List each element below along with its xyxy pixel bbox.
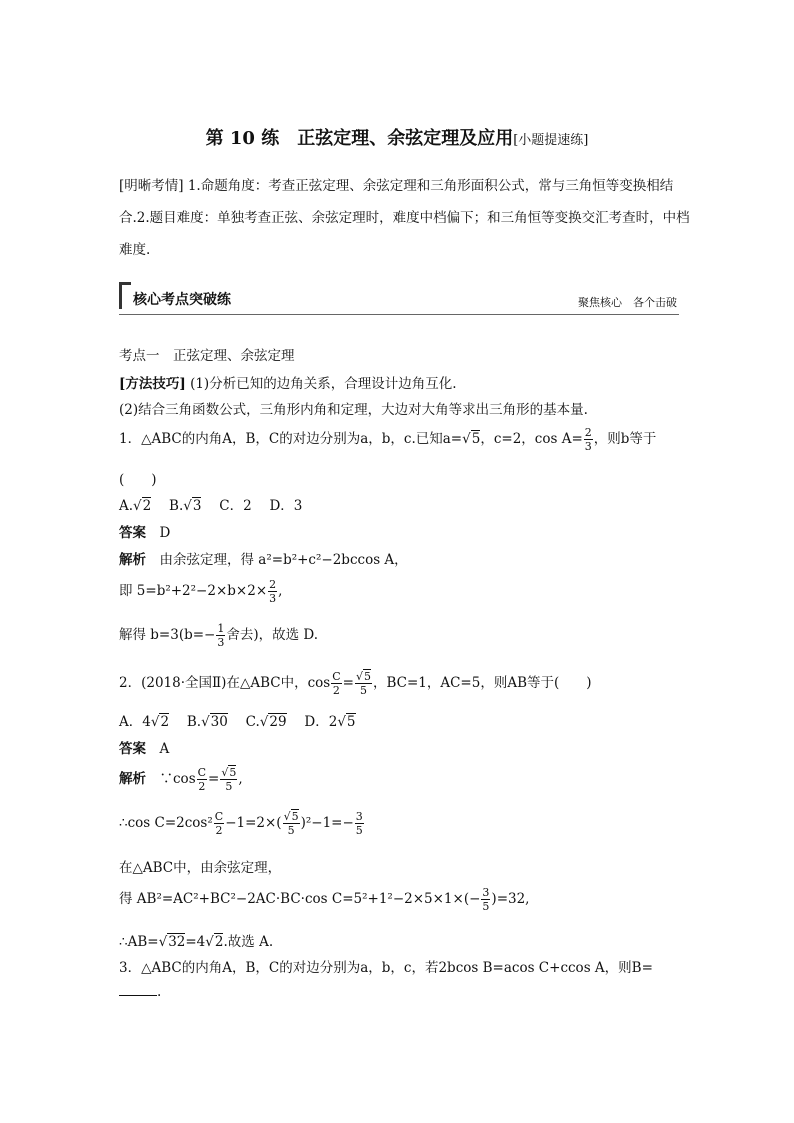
title-tag: [小题提速练] (513, 133, 589, 148)
q1-stem-a: 1．△ABC的内角A，B，C的对边分别为a，b，c.已知a= (119, 431, 463, 447)
q2-solution-4: 得 AB²=AC²+BC²−2AC·BC·cos C=5²+1²−2×5×1×(− $\frac{3}{5}$ )=32, (119, 886, 530, 913)
q2-opt-b: B. (186, 714, 202, 730)
q2-sol-label: 解析 (119, 771, 146, 787)
q1-sol3-frac: $\frac{1}{3}$ (217, 622, 225, 649)
q1-sol-label: 解析 (119, 552, 146, 568)
q2-answer-label: 答案 (119, 741, 146, 757)
topic-title: 考点一 正弦定理、余弦定理 (119, 348, 295, 364)
q1-stem-c: ，c=2，cos A= (480, 431, 583, 447)
q2-frac-c: $\frac{C}{2}$ (332, 670, 341, 697)
q1-opt-a: A. (119, 498, 134, 514)
q2-solution-3: 在△ABC中，由余弦定理， (119, 860, 282, 876)
method-line-2: (2)结合三角函数公式，三角形内角和定理，大边对大角等求出三角形的基本量. (119, 402, 588, 418)
q2-options: A．4√2 B.√30 C.√29 D．2√5 (119, 714, 356, 730)
intro-lead: [明晰考情] (119, 178, 184, 194)
q1-opt-c: C．2 (219, 498, 252, 514)
q1-answer-label: 答案 (119, 525, 146, 541)
q1-frac: $\frac{2}{3}$ (584, 426, 592, 453)
q2-frac-root5: $\frac{√5}{5}$ (355, 670, 371, 697)
intro-text: 1.命题角度：考查正弦定理、余弦定理和三角形面积公式，常与三角恒等变换相结合.2.题目难度：单独考查正弦、余弦定理时，难度中档偏下；和三角恒等变换交汇考查时，中档难度. (119, 178, 690, 258)
intro-paragraph (119, 170, 691, 266)
q1-opt-b: B. (169, 498, 184, 514)
q1-options: A.√2 B.√3 C．2 D．3 (119, 498, 303, 514)
q2-solution-2: ∴cos C=2cos² $\frac{C}{2}$ −1=2×( $\frac{√5}{5}$ )²−1=− $\frac{3}{5}$ (119, 810, 363, 837)
q1-answer (119, 521, 170, 541)
section-corner-icon (119, 282, 131, 309)
q1-solution-2: 即 5=b²+2²−2×b×2× $\frac{2}{3}$ , (119, 578, 283, 605)
page-title: 第 10 练 正弦定理、余弦定理及应用[小题提速练] (205, 128, 589, 149)
method-line-1 (119, 372, 457, 392)
q1-paren: ( ) (119, 472, 157, 488)
q1-stem-d: ，则b等于 (593, 431, 657, 447)
q3-stem: 3．△ABC的内角A，B，C的对边分别为a，b，c，若2bcos B=acos C+ccos A，则B= (119, 960, 653, 976)
q1-opt-d: D．3 (269, 498, 303, 514)
section-divider (119, 314, 679, 315)
q2-solution-1: 解析 ∵cos $\frac{C}{2}$ = $\frac{√5}{5}$ , (119, 766, 243, 793)
q1-sqrt: 5 (471, 431, 481, 447)
q3-answer-blank: . (119, 984, 161, 1000)
q2-answer (119, 737, 169, 757)
method-lead: [方法技巧] (119, 376, 186, 392)
q1-sol-text-1: 由余弦定理，得 a²=b²+c²−2bccos A， (159, 552, 408, 568)
answer-blank (119, 995, 157, 996)
section-subtitle: 聚焦核心 各个击破 (578, 296, 677, 309)
q2-answer-value: A (159, 741, 170, 757)
method-text-1: (1)分析已知的边角关系，合理设计边角互化. (190, 376, 457, 392)
q2-opt-c: C. (245, 714, 260, 730)
q2-opt-d: D．2 (304, 714, 338, 730)
q1-stem: 1．△ABC的内角A，B，C的对边分别为a，b，c.已知a=√5，c=2，cos A= $\frac{2}{3}$ ，则b等于 (119, 426, 657, 453)
section-title: 核心考点突破练 (133, 292, 231, 308)
q2-opt-a: A．4 (119, 714, 151, 730)
q2-solution-5: ∴AB=√32=4√2.故选 A. (119, 934, 274, 950)
q1-answer-value: D (159, 525, 171, 541)
q2-stem: 2．(2018·全国Ⅱ)在△ABC中，cos $\frac{C}{2}$ = $\frac{√5}{5}$ ，BC=1，AC=5，则AB等于( ) (119, 670, 592, 697)
q1-sol2-frac: $\frac{2}{3}$ (269, 578, 277, 605)
q1-solution-3: 解得 b=3(b=− $\frac{1}{3}$ 舍去)，故选 D. (119, 622, 319, 649)
q1-solution-1 (119, 548, 408, 568)
